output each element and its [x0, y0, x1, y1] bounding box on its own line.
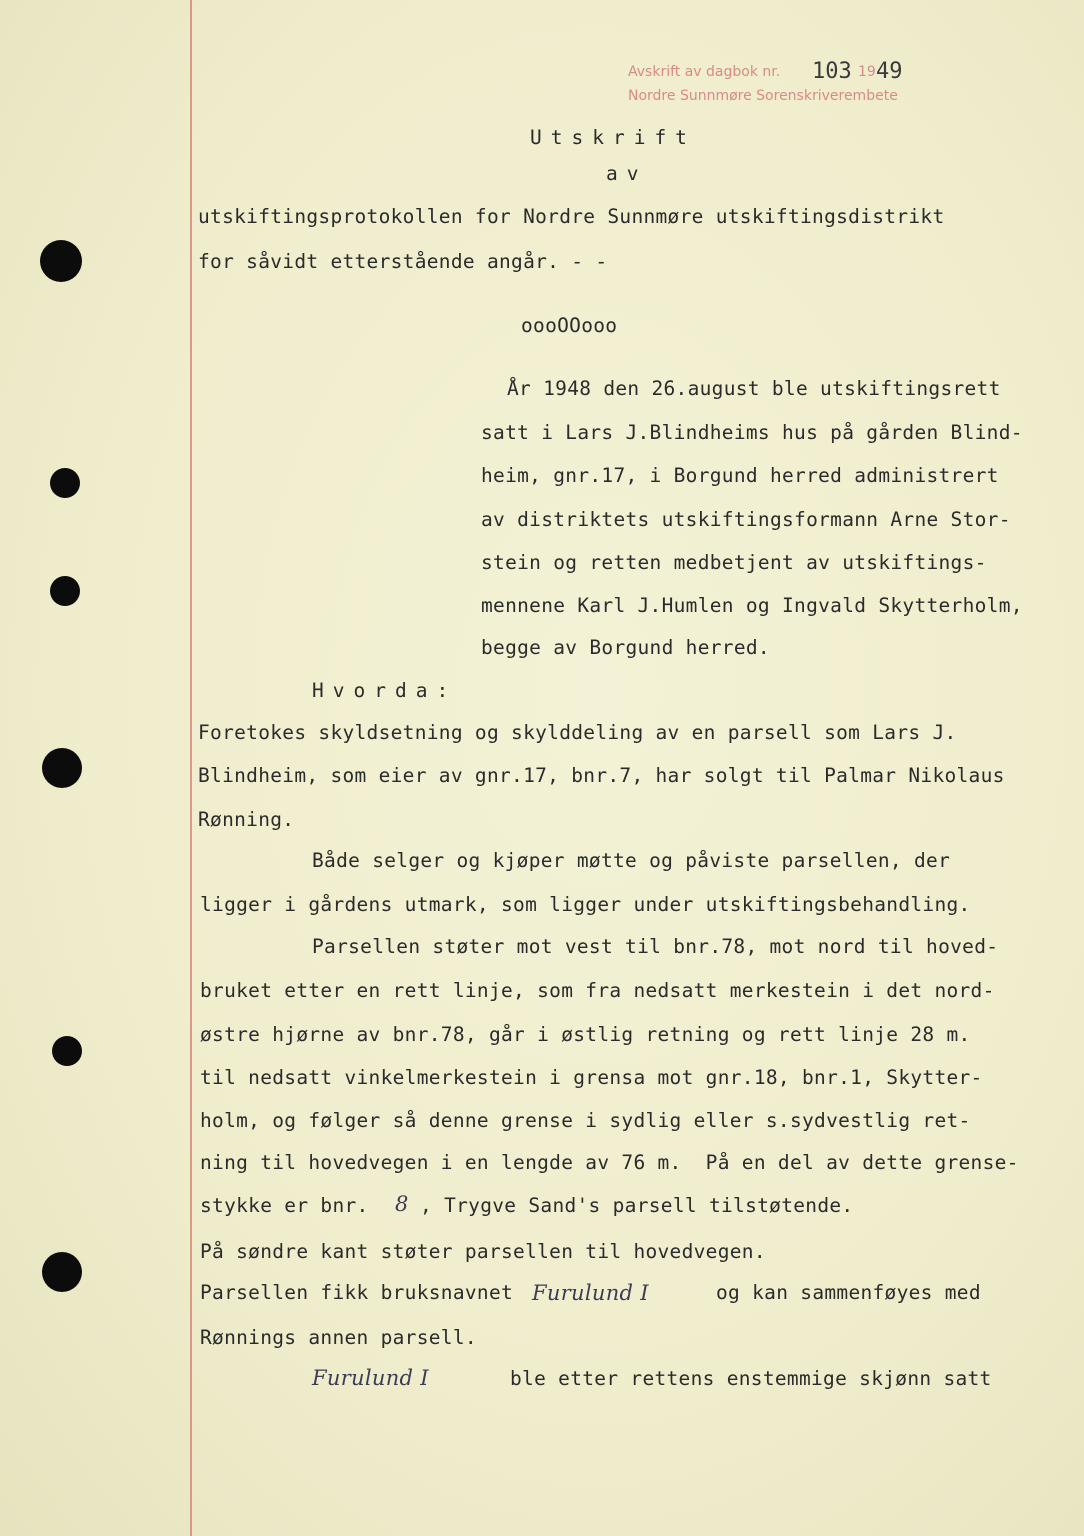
text-line: holm, og følger så denne grense i sydlig eller s.sydvestlig ret-: [200, 1109, 971, 1132]
text-line: satt i Lars J.Blindheims hus på gården Blind-: [481, 421, 1023, 444]
text-line: Parsellen fikk bruksnavnet: [200, 1281, 514, 1304]
text-line: og kan sammenføyes med: [716, 1281, 981, 1304]
text-line: østre hjørne av bnr.78, går i østlig retning og rett linje 28 m.: [200, 1023, 971, 1046]
stamp-line-2: Nordre Sunnmøre Sorenskriverembete: [628, 88, 898, 104]
margin-line: [190, 0, 192, 1536]
text-line: , Trygve Sand's parsell tilstøtende.: [420, 1194, 854, 1217]
punch-hole: [52, 1036, 82, 1066]
punch-hole: [50, 576, 80, 606]
text-line: Både selger og kjøper møtte og påviste parsellen, der: [312, 849, 951, 872]
text-line: ble etter rettens enstemmige skjønn satt: [510, 1367, 992, 1390]
handwritten-number: 8: [395, 1192, 409, 1216]
text-line: stein og retten medbetjent av utskiftings-: [481, 551, 987, 574]
text-line: begge av Borgund herred.: [481, 636, 770, 659]
text-line: mennene Karl J.Humlen og Ingvald Skytterholm,: [481, 594, 1023, 617]
text-line: Foretokes skyldsetning og skylddeling av en parsell som Lars J.: [198, 721, 957, 744]
handwritten-name: Furulund I: [532, 1281, 649, 1305]
document-title: Utskrift: [530, 126, 696, 149]
handwritten-name: Furulund I: [312, 1366, 429, 1390]
text-line: stykke er bnr.: [200, 1194, 369, 1217]
text-line: utskiftingsprotokollen for Nordre Sunnmøre utskiftingsdistrikt: [198, 205, 945, 228]
section-heading: Hvorda:: [312, 679, 458, 702]
text-line: På søndre kant støter parsellen til hovedvegen.: [200, 1240, 766, 1263]
stamp-number: 103: [812, 59, 852, 84]
text-line: Rønnings annen parsell.: [200, 1326, 477, 1349]
text-line: heim, gnr.17, i Borgund herred administrert: [481, 464, 999, 487]
text-line: Parsellen støter mot vest til bnr.78, mot nord til hoved-: [312, 935, 999, 958]
text-line: bruket etter en rett linje, som fra nedsatt merkestein i det nord-: [200, 979, 995, 1002]
punch-hole: [40, 240, 82, 282]
text-line: År 1948 den 26.august ble utskiftingsrett: [507, 377, 1001, 400]
separator-text: oooOOooo: [521, 314, 618, 337]
text-line: Rønning.: [198, 808, 295, 831]
text-line: ligger i gårdens utmark, som ligger under utskiftingsbehandling.: [200, 893, 971, 916]
stamp-year-prefix: 19: [858, 64, 876, 80]
stamp-line-1: Avskrift av dagbok nr.: [628, 64, 781, 80]
text-line: til nedsatt vinkelmerkestein i grensa mot gnr.18, bnr.1, Skytter-: [200, 1066, 983, 1089]
text-line: Blindheim, som eier av gnr.17, bnr.7, har solgt til Palmar Nikolaus: [198, 764, 1005, 787]
text-line: av distriktets utskiftingsformann Arne Stor-: [481, 508, 1011, 531]
punch-hole: [50, 468, 80, 498]
text-line: ning til hovedvegen i en lengde av 76 m. På en del av dette grense-: [200, 1151, 1019, 1174]
punch-hole: [42, 1252, 82, 1292]
punch-hole: [42, 748, 82, 788]
document-subtitle: av: [606, 162, 648, 185]
stamp-year: 49: [876, 59, 903, 84]
text-line: for såvidt etterstående angår. - -: [198, 250, 608, 273]
